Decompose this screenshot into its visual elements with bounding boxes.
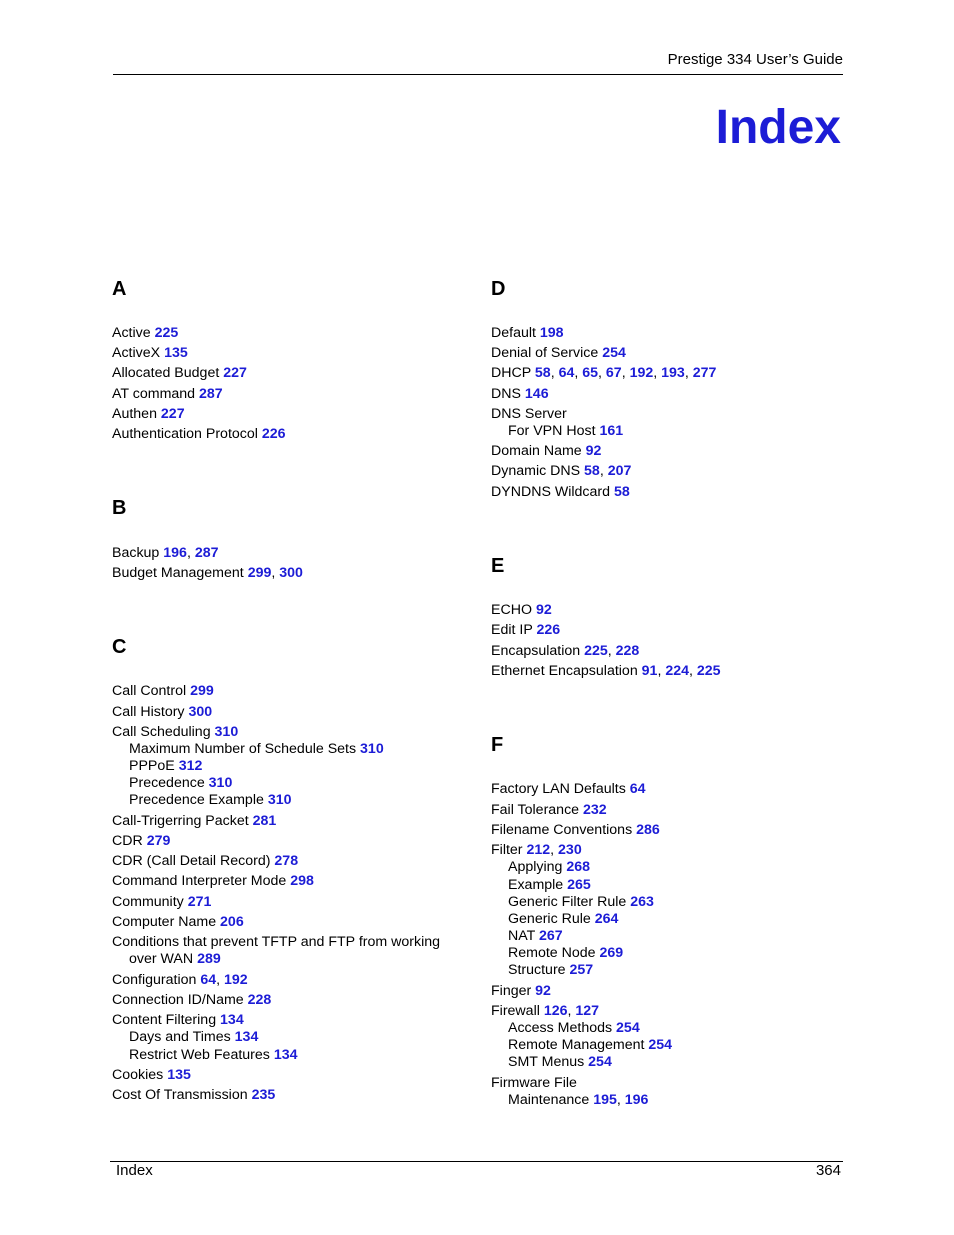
index-entry-cdr	[112, 833, 170, 850]
page-link[interactable]: 224	[665, 663, 690, 679]
page-link[interactable]: 67	[605, 365, 622, 381]
page-link[interactable]: 267	[539, 928, 563, 944]
page-link[interactable]: 235	[251, 1087, 276, 1103]
index-term: Configuration	[112, 972, 197, 988]
index-entry-example	[491, 877, 591, 894]
page-link[interactable]: 226	[261, 426, 286, 442]
index-entry-maximum-number-of-schedule-sets	[112, 741, 384, 758]
page-link[interactable]: 92	[585, 443, 602, 459]
index-term: Authentication Protocol	[112, 426, 258, 442]
index-entry-remote-node	[491, 945, 623, 962]
page-link[interactable]: 195	[593, 1092, 617, 1108]
index-term: PPPoE	[129, 758, 175, 774]
index-term: Example	[508, 877, 564, 893]
section-letter-e: E	[491, 555, 505, 577]
index-entry-edit-ip	[491, 622, 560, 639]
page-link[interactable]: 134	[273, 1047, 298, 1063]
index-entry-dns-server	[491, 406, 567, 423]
index-entry-factory-lan-defaults	[491, 781, 646, 798]
page-link[interactable]: 268	[566, 859, 591, 875]
index-term: For VPN Host	[508, 423, 596, 439]
page-link[interactable]: 161	[599, 423, 624, 439]
index-term: Allocated Budget	[112, 365, 220, 381]
index-term: Days and Times	[129, 1029, 231, 1045]
footer-rule	[110, 1161, 843, 1162]
index-term: Command Interpreter Mode	[112, 873, 287, 889]
index-term: Ethernet Encapsulation	[491, 663, 638, 679]
page-link[interactable]: 257	[569, 962, 594, 978]
index-entry-conditions-that-prevent-tftp-and-ftp-from-working	[112, 934, 452, 968]
index-entry-call-scheduling	[112, 724, 238, 741]
page-link[interactable]: 287	[199, 386, 223, 402]
index-term: Remote Management	[508, 1037, 645, 1053]
page-link[interactable]: 64	[558, 365, 575, 381]
page-link[interactable]: 206	[220, 914, 244, 930]
index-entry-restrict-web-features	[112, 1047, 298, 1064]
index-entry-backup: Backup 196, 287	[112, 545, 219, 561]
index-entry-precedence-example	[112, 792, 291, 809]
index-entry-access-methods	[491, 1020, 640, 1037]
index-term: DYNDNS Wildcard	[491, 484, 611, 500]
page-link[interactable]: 263	[630, 894, 654, 910]
page-link[interactable]: 298	[290, 873, 314, 889]
index-term: Factory LAN Defaults	[491, 781, 626, 797]
index-entry-maintenance: Maintenance 195, 196	[508, 1092, 649, 1108]
index-term: Finger	[491, 983, 532, 999]
page-link[interactable]: 300	[188, 704, 213, 720]
page-link[interactable]: 281	[252, 813, 277, 829]
index-entry-default	[491, 325, 564, 342]
index-term: Cookies	[112, 1067, 164, 1083]
index-entry-echo	[491, 602, 552, 619]
page-link[interactable]: 287	[194, 545, 219, 561]
section-letter-f: F	[491, 734, 504, 756]
page-link[interactable]: 64	[200, 972, 217, 988]
page-link[interactable]: 65	[582, 365, 599, 381]
page-link[interactable]: 254	[602, 345, 626, 361]
index-entry-domain-name	[491, 443, 601, 460]
page-link[interactable]: 227	[223, 365, 247, 381]
index-entry-command-interpreter-mode	[112, 873, 314, 890]
index-term: Content Filtering	[112, 1012, 217, 1028]
index-term: Computer Name	[112, 914, 217, 930]
page-link[interactable]: 230	[558, 842, 582, 858]
section-letter-b: B	[112, 497, 127, 519]
index-entry-call-control	[112, 683, 214, 700]
page-link[interactable]: 134	[234, 1029, 259, 1045]
index-term: Edit IP	[491, 622, 533, 638]
index-entry-fail-tolerance	[491, 802, 607, 819]
page-link[interactable]: 225	[696, 663, 721, 679]
index-term: Backup	[112, 545, 160, 561]
page-link[interactable]: 289	[197, 951, 221, 967]
page-link[interactable]: 225	[154, 325, 179, 341]
index-entry-pppoe	[112, 758, 202, 775]
page-link[interactable]: 232	[583, 802, 607, 818]
index-entry-cdr-call-detail-record	[112, 853, 298, 870]
index-entry-remote-management	[491, 1037, 672, 1054]
page-link[interactable]: 64	[629, 781, 646, 797]
index-term: Cost Of Transmission	[112, 1087, 248, 1103]
page-link[interactable]: 310	[208, 775, 233, 791]
footer-page-number: 364	[815, 1162, 841, 1179]
index-term: Restrict Web Features	[129, 1047, 270, 1063]
index-entry-denial-of-service	[491, 345, 626, 362]
section-letter-a: A	[112, 278, 127, 300]
index-entry-authen	[112, 406, 185, 423]
section-letter-d: D	[491, 278, 506, 300]
index-term: Conditions that prevent TFTP and FTP from working	[112, 934, 441, 950]
index-term: Firmware File	[491, 1075, 577, 1091]
index-entry-computer-name	[112, 914, 244, 931]
index-entry-activex	[112, 345, 188, 362]
index-term: Maintenance	[508, 1092, 590, 1108]
index-term: SMT Menus	[508, 1054, 585, 1070]
index-entry-filter: Filter 212, 230	[491, 842, 582, 858]
page-link[interactable]: 277	[692, 365, 717, 381]
page-link[interactable]: 212	[526, 842, 551, 858]
index-term: NAT	[508, 928, 536, 944]
page-link[interactable]: 134	[220, 1012, 244, 1028]
page-link[interactable]: 279	[146, 833, 171, 849]
page-link[interactable]: 310	[360, 741, 384, 757]
index-term: CDR	[112, 833, 143, 849]
index-entry-call-trigerring-packet	[112, 813, 276, 830]
index-entry-generic-rule	[491, 911, 618, 928]
index-term: Encapsulation	[491, 643, 581, 659]
index-term: Structure	[508, 962, 566, 978]
index-entry-for-vpn-host	[491, 423, 623, 440]
index-term: Denial of Service	[491, 345, 599, 361]
index-entry-encapsulation: Encapsulation 225, 228	[491, 643, 640, 659]
index-term: CDR (Call Detail Record)	[112, 853, 271, 869]
page-link[interactable]: 254	[616, 1020, 640, 1036]
page-link[interactable]: 135	[167, 1067, 191, 1083]
index-entry-cookies	[112, 1067, 191, 1084]
index-term: DHCP	[491, 365, 531, 381]
page-link[interactable]: 265	[567, 877, 591, 893]
index-entry-budget-management: Budget Management 299, 300	[112, 565, 303, 581]
index-entry-dns	[491, 386, 549, 403]
page-link[interactable]: 227	[160, 406, 185, 422]
index-entry-finger	[491, 983, 551, 1000]
index-term: DNS Server	[491, 406, 567, 422]
index-entry-at-command	[112, 386, 223, 403]
page-link[interactable]: 278	[274, 853, 299, 869]
page-link[interactable]: 264	[594, 911, 619, 927]
index-term: Budget Management	[112, 565, 244, 581]
index-term: Generic Filter Rule	[508, 894, 627, 910]
index-entry-content-filtering	[112, 1012, 244, 1029]
page-link[interactable]: 192	[629, 365, 654, 381]
index-entry-smt-menus	[491, 1054, 612, 1071]
page-link[interactable]: 92	[535, 602, 552, 618]
index-entry-authentication-protocol	[112, 426, 286, 443]
index-entry-allocated-budget	[112, 365, 247, 382]
page-link[interactable]: 300	[279, 565, 303, 581]
page-link[interactable]: 269	[599, 945, 624, 961]
index-term: Default	[491, 325, 536, 341]
footer-section-name: Index	[116, 1162, 153, 1179]
index-entry-community	[112, 894, 211, 911]
page-link[interactable]: 196	[163, 545, 187, 561]
index-term: Access Methods	[508, 1020, 613, 1036]
page-link[interactable]: 254	[648, 1037, 673, 1053]
index-entry-structure	[491, 962, 593, 979]
index-entry-days-and-times	[112, 1029, 258, 1046]
index-entry-dhcp: DHCP 58, 64, 65, 67, 192, 193, 277	[491, 365, 717, 381]
index-term: ECHO	[491, 602, 532, 618]
page-link[interactable]: 58	[534, 365, 551, 381]
page-link[interactable]: 299	[190, 683, 214, 699]
index-entry-nat	[491, 928, 563, 945]
index-entry-cost-of-transmission	[112, 1087, 275, 1104]
page-link[interactable]: 127	[575, 1003, 600, 1019]
section-letter-c: C	[112, 636, 127, 658]
page-link[interactable]: 196	[624, 1092, 649, 1108]
page-link[interactable]: 92	[535, 983, 551, 999]
page-link[interactable]: 228	[247, 992, 272, 1008]
page-link[interactable]: 312	[178, 758, 203, 774]
page-link[interactable]: 226	[536, 622, 561, 638]
index-term-continuation-text: over WAN	[129, 951, 194, 967]
index-term: Call-Trigerring Packet	[112, 813, 249, 829]
index-term: Dynamic DNS	[491, 463, 581, 479]
index-term: Precedence Example	[129, 792, 264, 808]
page-link[interactable]: 198	[539, 325, 564, 341]
page-link[interactable]: 254	[588, 1054, 612, 1070]
index-term: Applying	[508, 859, 563, 875]
index-term: Remote Node	[508, 945, 596, 961]
index-term: Domain Name	[491, 443, 582, 459]
index-term: Connection ID/Name	[112, 992, 244, 1008]
index-term: Filename Conventions	[491, 822, 633, 838]
index-entry-dynamic-dns: Dynamic DNS 58, 207	[491, 463, 632, 479]
page-link[interactable]: 146	[524, 386, 549, 402]
page-link[interactable]: 126	[543, 1003, 568, 1019]
index-term-continuation	[112, 951, 452, 968]
index-term: Community	[112, 894, 184, 910]
index-entry-configuration: Configuration 64, 192	[112, 972, 248, 988]
index-entry-connection-id-name	[112, 992, 271, 1009]
index-term: DNS	[491, 386, 521, 402]
index-entry-ethernet-encapsulation: Ethernet Encapsulation 91, 224, 225	[491, 663, 721, 679]
page-link[interactable]: 225	[584, 643, 608, 659]
header-rule	[113, 74, 843, 75]
index-term: Precedence	[129, 775, 205, 791]
running-header: Prestige 334 User’s Guide	[667, 51, 843, 68]
index-term: Generic Rule	[508, 911, 591, 927]
page-link[interactable]: 58	[584, 463, 600, 479]
index-entry-applying	[491, 859, 590, 876]
index-term: Call History	[112, 704, 185, 720]
index-entry-filename-conventions	[491, 822, 660, 839]
index-term: ActiveX	[112, 345, 161, 361]
page-link[interactable]: 193	[661, 365, 685, 381]
index-term: Call Control	[112, 683, 187, 699]
index-entry-active	[112, 325, 178, 342]
page-title: Index	[715, 101, 841, 154]
page-link[interactable]: 207	[607, 463, 632, 479]
page-link[interactable]: 91	[641, 663, 658, 679]
index-term: Call Scheduling	[112, 724, 211, 740]
page-link[interactable]: 58	[614, 484, 630, 500]
page-link[interactable]: 310	[214, 724, 239, 740]
index-term: Authen	[112, 406, 157, 422]
index-term: Firewall	[491, 1003, 540, 1019]
index-entry-generic-filter-rule	[491, 894, 654, 911]
page-link[interactable]: 271	[187, 894, 212, 910]
index-term: Maximum Number of Schedule Sets	[129, 741, 357, 757]
index-entry-firmware-file	[491, 1075, 577, 1092]
index-term: AT command	[112, 386, 196, 402]
page-link[interactable]: 310	[267, 792, 292, 808]
index-entry-precedence	[112, 775, 232, 792]
page-link[interactable]: 228	[615, 643, 640, 659]
index-term: Active	[112, 325, 151, 341]
index-term: Fail Tolerance	[491, 802, 580, 818]
page-link[interactable]: 299	[247, 565, 272, 581]
index-entry-firewall: Firewall 126, 127	[491, 1003, 600, 1019]
page-link[interactable]: 192	[224, 972, 248, 988]
page-link[interactable]: 286	[636, 822, 660, 838]
index-term: Filter	[491, 842, 523, 858]
page-link[interactable]: 135	[164, 345, 188, 361]
index-entry-call-history	[112, 704, 212, 721]
index-entry-dyndns-wildcard	[491, 484, 630, 501]
